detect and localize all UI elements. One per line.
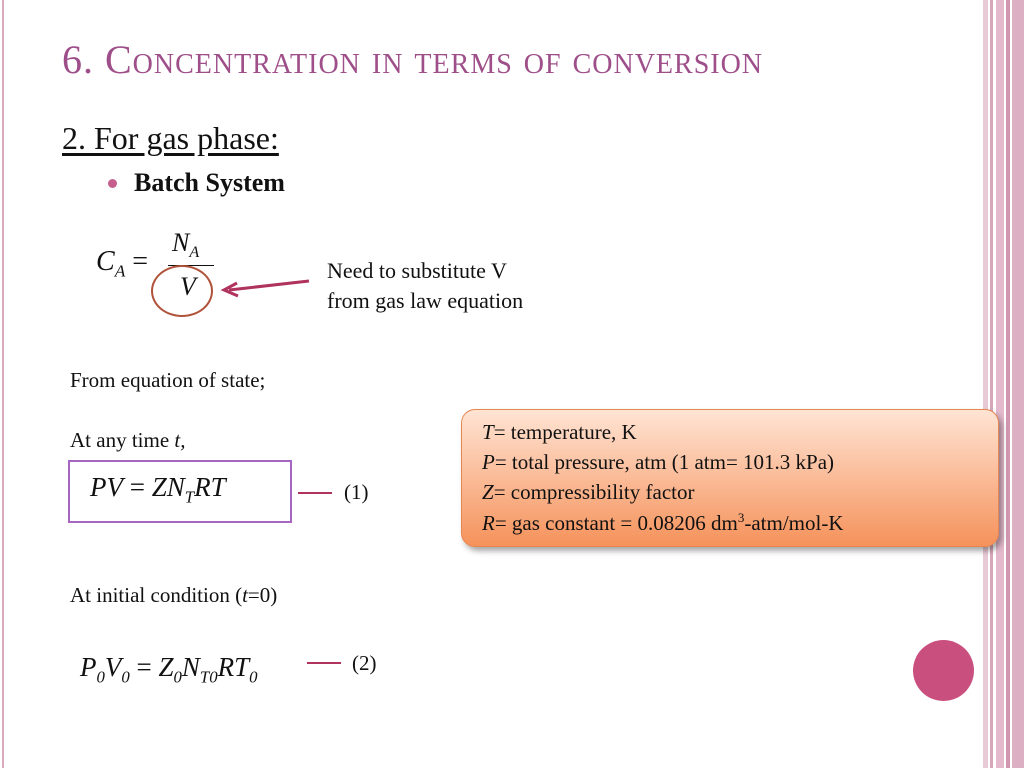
- left-border-line: [2, 0, 4, 768]
- initial-condition-label: At initial condition (t=0): [70, 583, 278, 607]
- equation-of-state-label: From equation of state;: [70, 368, 266, 392]
- decorative-circle: [913, 640, 974, 701]
- bullet-batch-system: Batch System: [134, 168, 285, 197]
- equation-2-number: (2): [352, 651, 377, 675]
- subheading: 2. For gas phase:: [62, 120, 279, 156]
- bullet-dot: [108, 179, 117, 188]
- equation-1-number: (1): [344, 480, 369, 504]
- right-stripe-4: [1006, 0, 1010, 768]
- highlight-circle: [151, 265, 213, 317]
- right-stripe-1: [983, 0, 988, 768]
- right-stripe-2: [990, 0, 993, 768]
- variable-definitions-box: [461, 409, 999, 547]
- equation-1: PV = $ZN_TRT$: [90, 472, 226, 507]
- definition-temperature: T= temperature, K: [482, 420, 637, 444]
- concentration-denominator: V: [180, 272, 196, 301]
- concentration-numerator: $N_A$: [172, 228, 200, 262]
- concentration-lhs: $C_A$ =: [96, 246, 149, 281]
- note-line-2: from gas law equation: [327, 288, 524, 313]
- substitution-note: [327, 256, 627, 316]
- equation-2-dash: [307, 662, 341, 664]
- equation-1-box: [68, 460, 292, 523]
- arrow-icon: [215, 276, 315, 300]
- definition-compressibility: Z= compressibility factor: [482, 480, 695, 504]
- equation-2: $P_0V_0 = Z_0N_{T0}RT_0$: [80, 652, 258, 687]
- equation-1-dash: [298, 492, 332, 494]
- slide-title: 6. Concentration in terms of conversion: [62, 37, 764, 82]
- note-line-1: Need to substitute V: [327, 258, 507, 283]
- right-stripe-3: [996, 0, 1004, 768]
- definition-pressure: P= total pressure, atm (1 atm= 101.3 kPa): [482, 450, 835, 474]
- right-stripe-5: [1012, 0, 1024, 768]
- definition-gas-constant: R= gas constant = 0.08206 $dm^3-atm/mol-K$: [482, 510, 844, 535]
- any-time-label: At any time t,: [70, 428, 186, 452]
